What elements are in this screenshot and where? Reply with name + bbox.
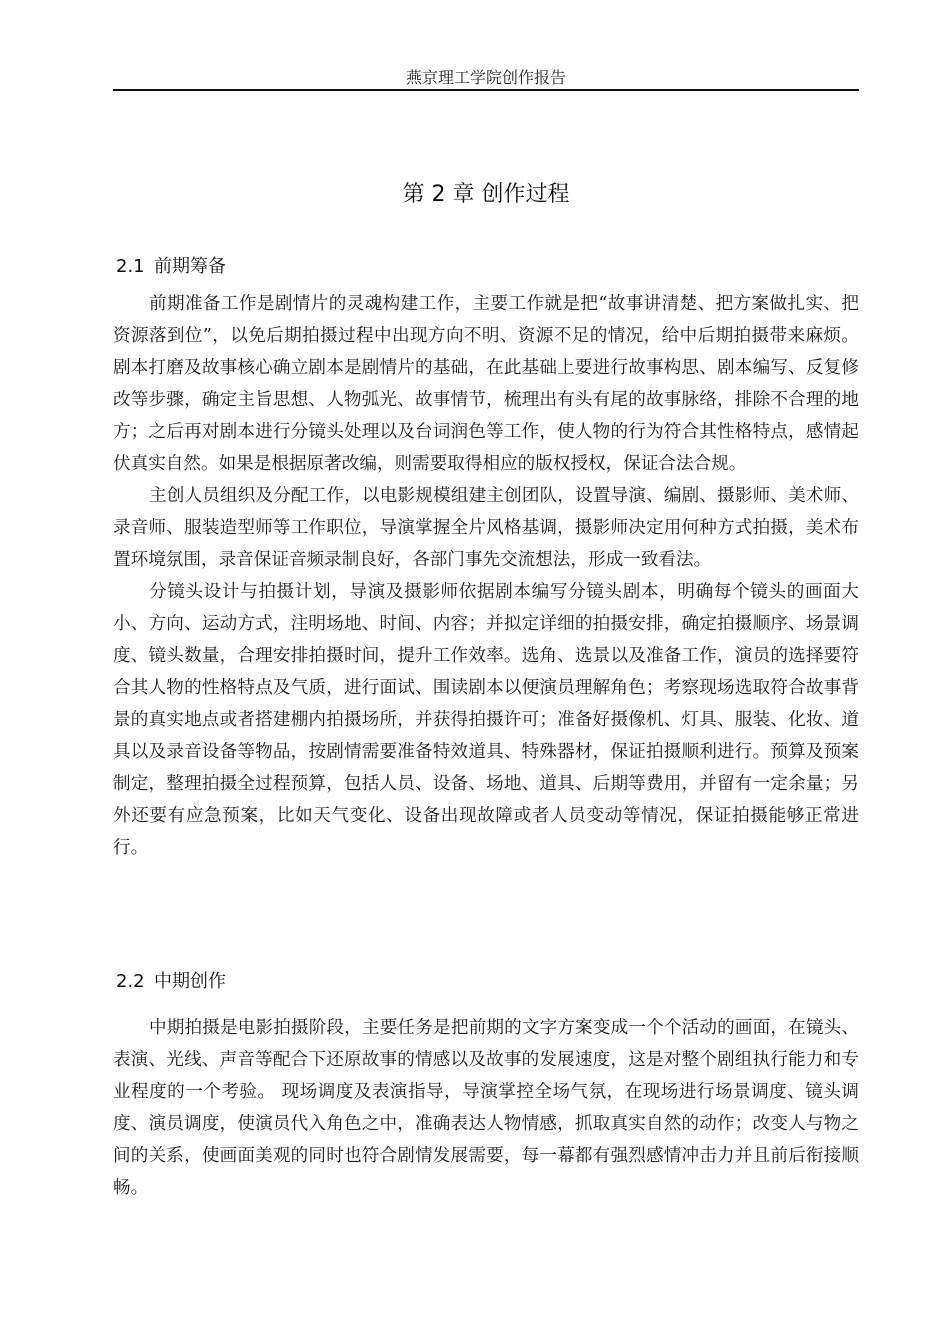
section-heading-2-2 <box>116 968 226 996</box>
paragraph: 前期准备工作是剧情片的灵魂构建工作，主要工作就是把“故事讲清楚、把方案做扎实、把资源落到位”，以免后期拍摄过程中出现方向不明、资源不足的情况，给中后期拍摄带来麻烦。剧本打磨及故事核心确立剧本是剧情片的基础，在此基础上要进行故事构思、剧本编写、反复修改等步骤，确定主旨思想、人物弧光、故事情节，梳理出有头有尾的故事脉络，排除不合理的地方；之后再对剧本进行分镜头处理以及台词润色等工作，使人物的行为符合其性格特点，感情起伏真实自然。如果是根据原著改编，则需要取得相应的版权授权，保证合法合规。 <box>113 294 859 474</box>
section-title: 中期创作 <box>154 971 226 992</box>
section-body-2-2 <box>113 1012 859 1204</box>
paragraph: 分镜头设计与拍摄计划，导演及摄影师依据剧本编写分镜头剧本，明确每个镜头的画面大小、方向、运动方式，注明场地、时间、内容；并拟定详细的拍摄安排，确定拍摄顺序、场景调度、镜头数量，合理安排拍摄时间，提升工作效率。选角、选景以及准备工作，演员的选择要符合其人物的性格特点及气质，进行面试、围读剧本以便演员理解角色；考察现场选取符合故事背景的真实地点或者搭建棚内拍摄场所，并获得拍摄许可；准备好摄像机、灯具、服装、化妆、道具以及录音设备等物品，按剧情需要准备特效道具、特殊器材，保证拍摄顺利进行。预算及预案制定，整理拍摄全过程预算，包括人员、设备、场地、道具、后期等费用，并留有一定余量；另外还要有应急预案，比如天气变化、设备出现故障或者人员变动等情况，保证拍摄能够正常进行。 <box>113 582 859 858</box>
header-divider <box>113 89 859 91</box>
section-number: 2.1 <box>116 256 145 277</box>
section-number: 2.2 <box>116 971 145 992</box>
section-heading-2-1 <box>116 253 226 281</box>
paragraph: 主创人员组织及分配工作，以电影规模组建主创团队，设置导演、编剧、摄影师、美术师、录音师、服装造型师等工作职位，导演掌握全片风格基调，摄影师决定用何种方式拍摄，美术布置环境氛围，录音保证音频录制良好，各部门事先交流想法，形成一致看法。 <box>113 486 859 570</box>
running-header: 燕京理工学院创作报告 <box>405 68 566 87</box>
chapter-title: 第 2 章 创作过程 <box>402 182 570 207</box>
paragraph: 中期拍摄是电影拍摄阶段，主要任务是把前期的文字方案变成一个个活动的画面，在镜头、表演、光线、声音等配合下还原故事的情感以及故事的发展速度，这是对整个剧组执行能力和专业程度的一个考验。 现场调度及表演指导，导演掌控全场气氛，在现场进行场景调度、镜头调度、演员调度，使演员代入角色之中，准确表达人物情感，抓取真实自然的动作；改变人与物之间的关系，使画面美观的同时也符合剧情发展需要，每一幕都有强烈感情冲击力并且前后衔接顺畅。 <box>113 1018 859 1198</box>
section-title: 前期筹备 <box>154 256 226 277</box>
section-body-2-1 <box>113 288 859 864</box>
